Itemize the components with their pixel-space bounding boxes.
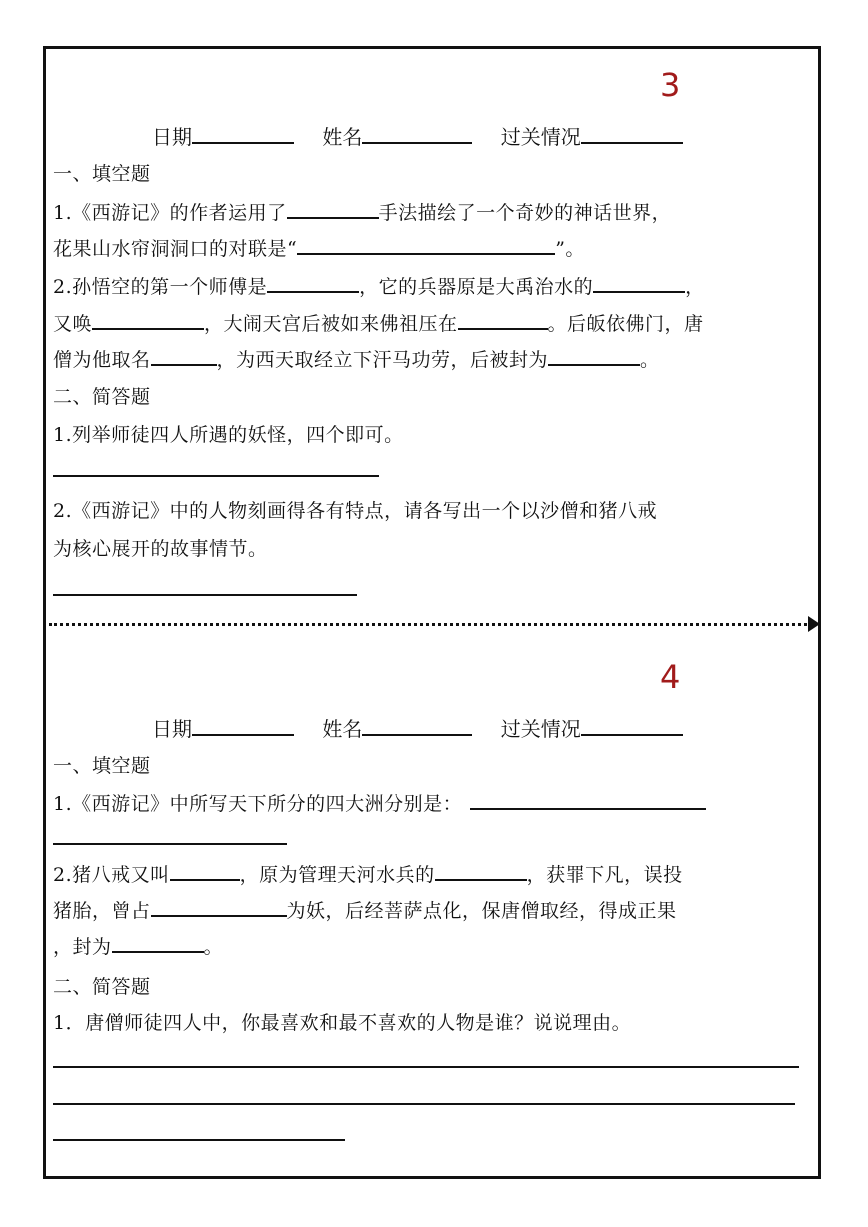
- sheet-number-3: 3: [660, 66, 681, 104]
- question-text: 1.《西游记》的作者运用了: [53, 202, 287, 224]
- answer-line[interactable]: [53, 475, 379, 477]
- date-field[interactable]: [192, 126, 294, 144]
- status-field[interactable]: [581, 718, 683, 736]
- answer-blank[interactable]: [458, 312, 548, 330]
- fill-question-2: [53, 272, 705, 299]
- answer-blank[interactable]: [112, 935, 204, 953]
- answer-blank[interactable]: [92, 312, 204, 330]
- section-title: 二、简答题: [53, 976, 151, 998]
- answer-line[interactable]: [53, 594, 357, 596]
- short-question-2: 2.《西游记》中的人物刻画得各有特点，请各写出一个以沙僧和猪八戒: [53, 500, 658, 522]
- answer-blank[interactable]: [170, 863, 240, 881]
- question-text: ，原为管理天河水兵的: [239, 864, 435, 886]
- question-text: 。: [640, 349, 660, 371]
- name-label: 姓名: [322, 717, 363, 741]
- sheet3-header: [152, 121, 683, 150]
- question-text: 2.猪八戒又叫: [53, 864, 170, 886]
- answer-blank[interactable]: [297, 237, 555, 255]
- question-text: 手法描绘了一个奇妙的神话世界，: [378, 202, 672, 224]
- question-text: 2.孙悟空的第一个师傅是: [53, 276, 268, 298]
- question-text: ，封为: [53, 936, 112, 958]
- question-text: ，为西天取经立下汗马功劳，后被封为: [216, 349, 549, 371]
- answer-blank[interactable]: [470, 792, 706, 810]
- fill-question-2: [53, 860, 683, 887]
- answer-blank[interactable]: [435, 863, 527, 881]
- name-field[interactable]: [362, 718, 472, 736]
- name-field[interactable]: [362, 126, 472, 144]
- question-text: ，大闹天宫后被如来佛祖压在: [204, 313, 458, 335]
- short-question-2-cont: 为核心展开的故事情节。: [53, 538, 268, 560]
- answer-line[interactable]: [53, 1139, 345, 1141]
- section-title: 二、简答题: [53, 386, 151, 408]
- date-label: 日期: [152, 125, 192, 149]
- answer-blank[interactable]: [287, 201, 379, 219]
- fill-question-1: [53, 198, 671, 225]
- answer-blank[interactable]: [151, 899, 287, 917]
- question-text: ，: [685, 276, 705, 298]
- answer-line[interactable]: [53, 1066, 799, 1068]
- status-field[interactable]: [581, 126, 683, 144]
- answer-blank[interactable]: [593, 275, 685, 293]
- date-field[interactable]: [192, 718, 294, 736]
- short-question-1: 1.列举师徒四人所遇的妖怪，四个即可。: [53, 424, 404, 446]
- question-text: 猪胎，曾占: [53, 900, 151, 922]
- question-text: ，它的兵器原是大禹治水的: [359, 276, 594, 298]
- fill-question-2-cont: [53, 309, 704, 336]
- fill-question-1-cont: [53, 234, 585, 261]
- answer-line[interactable]: [53, 843, 287, 845]
- fill-question-2-cont: [53, 896, 677, 923]
- question-text: 。: [203, 936, 224, 958]
- question-text: 又唤: [53, 313, 93, 335]
- section-title: 一、填空题: [53, 163, 151, 185]
- cut-line-divider: [49, 623, 813, 626]
- name-label: 姓名: [322, 125, 363, 149]
- status-label: 过关情况: [500, 125, 581, 149]
- answer-blank[interactable]: [548, 348, 640, 366]
- sheet4-header: [152, 713, 683, 742]
- sheet-number-4: 4: [660, 658, 681, 696]
- question-text: ”。: [555, 238, 585, 260]
- question-text: 僧为他取名: [53, 349, 151, 371]
- fill-question-1: [53, 789, 706, 816]
- answer-blank[interactable]: [151, 348, 217, 366]
- status-label: 过关情况: [500, 717, 581, 741]
- question-text: 为妖，后经菩萨点化，保唐僧取经，得成正果: [286, 900, 677, 922]
- question-text: 1.《西游记》中所写天下所分的四大洲分别是：: [53, 793, 463, 815]
- answer-line[interactable]: [53, 1103, 795, 1105]
- section-title: 一、填空题: [53, 755, 151, 777]
- answer-blank[interactable]: [267, 275, 359, 293]
- question-text: 。后皈依佛门，唐: [547, 313, 704, 335]
- question-text: ，获罪下凡，误投: [526, 864, 683, 886]
- fill-question-2-cont2: [53, 932, 223, 959]
- short-question-1: 1．唐僧师徒四人中，你最喜欢和最不喜欢的人物是谁？说说理由。: [53, 1012, 632, 1034]
- date-label: 日期: [152, 717, 192, 741]
- fill-question-2-cont2: [53, 345, 660, 372]
- arrow-right-icon: [808, 616, 820, 632]
- question-text: 花果山水帘洞洞口的对联是“: [53, 238, 298, 260]
